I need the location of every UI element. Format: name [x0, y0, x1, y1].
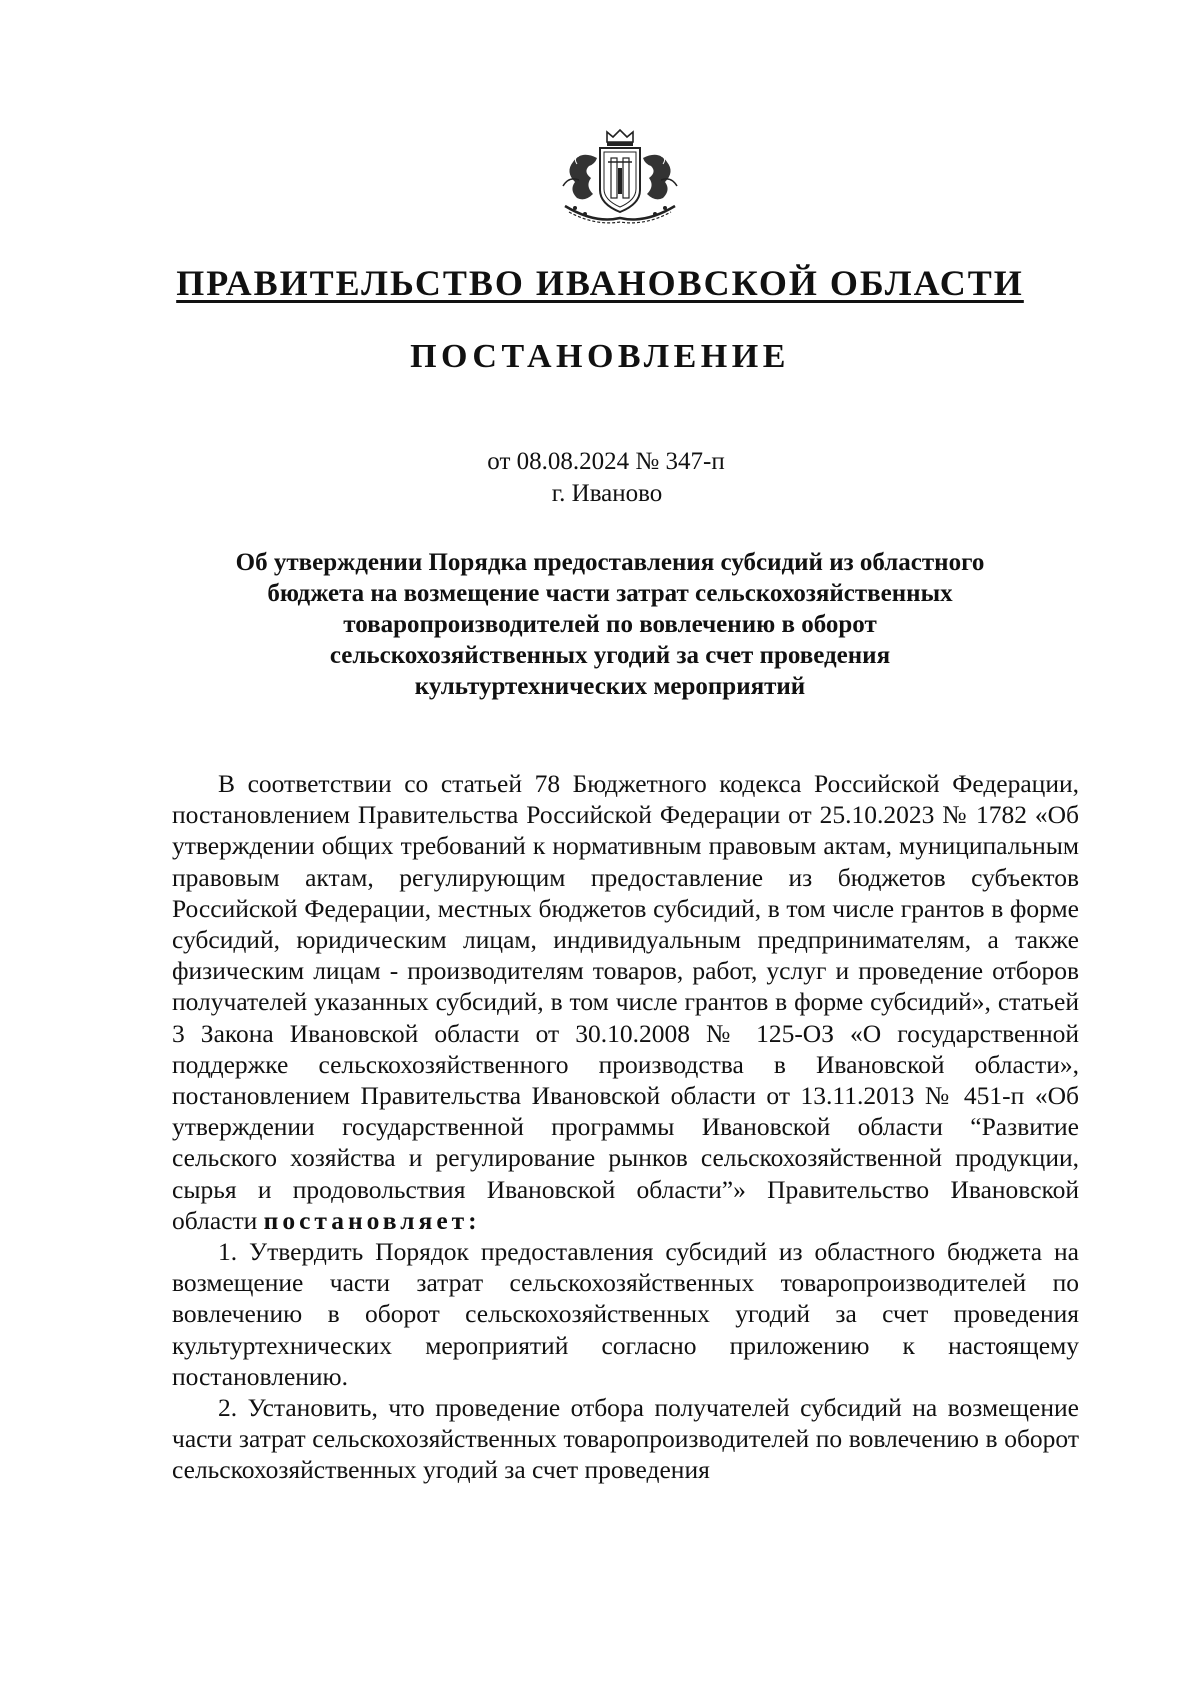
item-2-paragraph: 2. Установить, что проведение отбора получателей субсидий на возмещение части затрат сельскохозяйственных товаропроизводителей по вовлечению в оборот сельскохозяйственных угодий за счет проведения [172, 1393, 1079, 1485]
date-number: от 08.08.2024 № 347-п [487, 448, 725, 475]
city: г. Иваново [551, 480, 663, 507]
subject-line: бюджета на возмещение части затрат сельскохозяйственных [267, 580, 953, 607]
subject-line: культуртехнических мероприятий [414, 673, 806, 700]
document-meta [0, 446, 1200, 510]
document-subject [170, 547, 1050, 702]
preamble-text: В соответствии со статьей 78 Бюджетного кодекса Российской Федерации, постановлением Правительства Российской Федерации от 25.10.2023 № 1782 «Об утверждении общих требований к нормативным правовым актам, муниципальным правовым актам, регулирующим предоставление из бюджетов субъектов Российской Федерации, местных бюджетов субсидий, в том числе грантов в форме субсидий, юридическим лицам, индивидуальным предпринимателям, а также физическим лицам - производителям товаров, работ, услуг и проведение отборов получателей указанных субсидий, в том числе грантов в форме субсидий», статьей 3 Закона Ивановской области от 30.10.2008 № 125-ОЗ «О государственной поддержке сельскохозяйственного производства в Ивановской области», постановлением Правительства Ивановской области от 13.11.2013 № 451-п «Об утверждении государственной программы Ивановской области “Развитие сельского хозяйства и регулирование рынков сельскохозяйственной продукции, сырья и продовольствия Ивановской области”» Правительство Ивановской области [172, 769, 1079, 1235]
document-body [172, 768, 1079, 1486]
document-type: ПОСТАНОВЛЕНИЕ [410, 338, 790, 375]
coat-of-arms-emblem [555, 128, 685, 226]
item-1-paragraph: 1. Утвердить Порядок предоставления субсидий из областного бюджета на возмещение части затрат сельскохозяйственных товаропроизводителей по вовлечению в оборот сельскохозяйственных угодий за счет проведения культуртехнических мероприятий согласно приложению к настоящему постановлению. [172, 1237, 1079, 1391]
government-name: ПРАВИТЕЛЬСТВО ИВАНОВСКОЙ ОБЛАСТИ [176, 263, 1024, 303]
subject-line: сельскохозяйственных угодий за счет проведения [329, 642, 891, 669]
decree-word: постановляет: [263, 1205, 481, 1235]
coat-of-arms-icon [555, 128, 685, 226]
subject-line: товаропроизводителей по вовлечению в оборот [343, 611, 877, 638]
preamble-paragraph [172, 768, 1079, 1236]
subject-line: Об утверждении Порядка предоставления субсидий из областного [235, 549, 985, 576]
